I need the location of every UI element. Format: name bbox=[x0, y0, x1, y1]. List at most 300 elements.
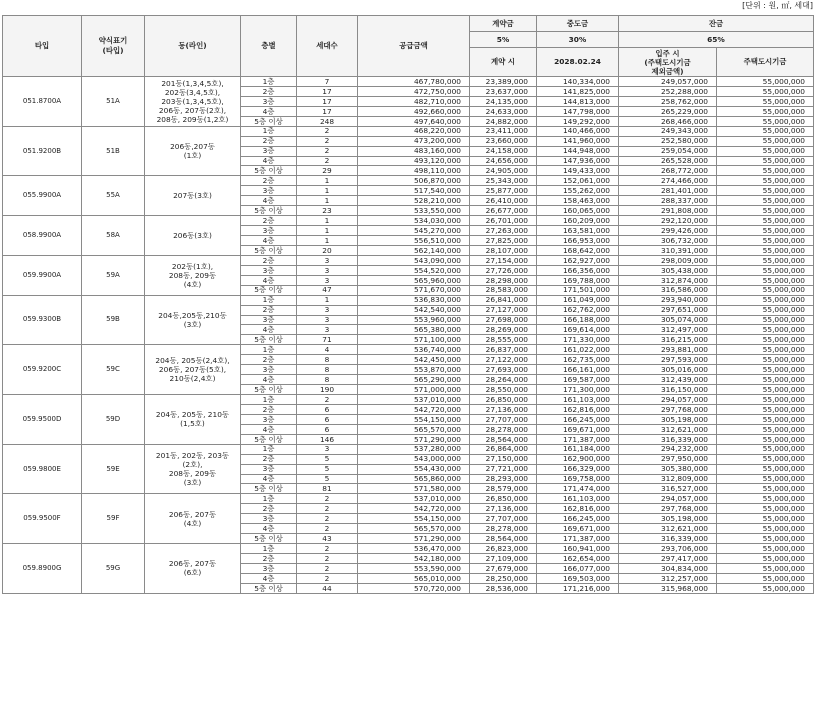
middle-cell: 171,330,000 bbox=[537, 335, 619, 345]
middle-cell: 162,900,000 bbox=[537, 454, 619, 464]
fund-cell: 55,000,000 bbox=[717, 514, 814, 524]
balance-cell: 268,466,000 bbox=[619, 116, 717, 126]
type-cell: 051.9200B bbox=[3, 126, 82, 176]
contract-cell: 27,136,000 bbox=[470, 504, 537, 514]
floor-cell: 4층 bbox=[241, 375, 297, 385]
contract-cell: 24,905,000 bbox=[470, 166, 537, 176]
fund-cell: 55,000,000 bbox=[717, 494, 814, 504]
floor-cell: 1층 bbox=[241, 395, 297, 405]
balance-cell: 316,339,000 bbox=[619, 434, 717, 444]
floor-cell: 4층 bbox=[241, 275, 297, 285]
fund-cell: 55,000,000 bbox=[717, 255, 814, 265]
supply-cell: 542,180,000 bbox=[358, 554, 470, 564]
contract-cell: 24,882,000 bbox=[470, 116, 537, 126]
dong-text: 206동, 207동 (6호) bbox=[168, 559, 217, 578]
contract-cell: 27,679,000 bbox=[470, 563, 537, 573]
fund-cell: 55,000,000 bbox=[717, 563, 814, 573]
middle-cell: 149,292,000 bbox=[537, 116, 619, 126]
middle-cell: 168,642,000 bbox=[537, 245, 619, 255]
header-supply: 공급금액 bbox=[358, 16, 470, 77]
balance-cell: 288,337,000 bbox=[619, 196, 717, 206]
floor-cell: 1층 bbox=[241, 77, 297, 87]
dong-text: 202동(1호), 208동, 209동 (4호) bbox=[168, 261, 217, 289]
middle-cell: 161,103,000 bbox=[537, 395, 619, 405]
balance-cell: 294,057,000 bbox=[619, 395, 717, 405]
households-cell: 2 bbox=[297, 544, 358, 554]
balance-cell: 312,621,000 bbox=[619, 524, 717, 534]
balance-cell: 249,343,000 bbox=[619, 126, 717, 136]
middle-cell: 169,587,000 bbox=[537, 375, 619, 385]
supply-cell: 556,510,000 bbox=[358, 236, 470, 246]
fund-cell: 55,000,000 bbox=[717, 464, 814, 474]
balance-cell: 316,215,000 bbox=[619, 335, 717, 345]
fund-cell: 55,000,000 bbox=[717, 414, 814, 424]
contract-cell: 27,707,000 bbox=[470, 414, 537, 424]
floor-cell: 2층 bbox=[241, 176, 297, 186]
fund-cell: 55,000,000 bbox=[717, 156, 814, 166]
contract-cell: 27,721,000 bbox=[470, 464, 537, 474]
balance-cell: 310,391,000 bbox=[619, 245, 717, 255]
balance-cell: 304,834,000 bbox=[619, 563, 717, 573]
balance-cell: 316,586,000 bbox=[619, 285, 717, 295]
middle-cell: 140,466,000 bbox=[537, 126, 619, 136]
floor-cell: 5층 이상 bbox=[241, 285, 297, 295]
contract-cell: 24,656,000 bbox=[470, 156, 537, 166]
balance-cell: 312,439,000 bbox=[619, 375, 717, 385]
type-cell: 059.9800E bbox=[3, 444, 82, 494]
fund-cell: 55,000,000 bbox=[717, 176, 814, 186]
supply-cell: 468,220,000 bbox=[358, 126, 470, 136]
supply-cell: 554,520,000 bbox=[358, 265, 470, 275]
contract-cell: 27,127,000 bbox=[470, 305, 537, 315]
floor-cell: 5층 이상 bbox=[241, 484, 297, 494]
type-cell: 058.9900A bbox=[3, 216, 82, 256]
fund-cell: 55,000,000 bbox=[717, 544, 814, 554]
households-cell: 1 bbox=[297, 176, 358, 186]
households-cell: 1 bbox=[297, 216, 358, 226]
header-households: 세대수 bbox=[297, 16, 358, 77]
balance-cell: 274,466,000 bbox=[619, 176, 717, 186]
floor-cell: 5층 이상 bbox=[241, 385, 297, 395]
balance-cell: 252,580,000 bbox=[619, 136, 717, 146]
contract-cell: 27,150,000 bbox=[470, 454, 537, 464]
contract-cell: 28,550,000 bbox=[470, 385, 537, 395]
supply-cell: 545,270,000 bbox=[358, 226, 470, 236]
header-contract-pct: 5% bbox=[470, 32, 537, 48]
dong-text: 204동,205동,210동 (3호) bbox=[158, 310, 227, 329]
contract-cell: 24,158,000 bbox=[470, 146, 537, 156]
table-row bbox=[3, 494, 814, 504]
contract-cell: 28,269,000 bbox=[470, 325, 537, 335]
dong-text: 206동,207동 (1호) bbox=[170, 142, 215, 161]
contract-cell: 26,850,000 bbox=[470, 494, 537, 504]
balance-cell: 293,706,000 bbox=[619, 544, 717, 554]
households-cell: 3 bbox=[297, 255, 358, 265]
table-row bbox=[3, 295, 814, 305]
supply-cell: 571,670,000 bbox=[358, 285, 470, 295]
households-cell: 44 bbox=[297, 583, 358, 593]
floor-cell: 4층 bbox=[241, 424, 297, 434]
type-cell: 059.9300B bbox=[3, 295, 82, 345]
balance-cell: 281,401,000 bbox=[619, 186, 717, 196]
middle-cell: 160,209,000 bbox=[537, 216, 619, 226]
fund-cell: 55,000,000 bbox=[717, 365, 814, 375]
contract-cell: 25,877,000 bbox=[470, 186, 537, 196]
middle-cell: 166,245,000 bbox=[537, 514, 619, 524]
households-cell: 2 bbox=[297, 573, 358, 583]
supply-cell: 542,720,000 bbox=[358, 404, 470, 414]
households-cell: 2 bbox=[297, 494, 358, 504]
households-cell: 1 bbox=[297, 196, 358, 206]
fund-cell: 55,000,000 bbox=[717, 275, 814, 285]
fund-cell: 55,000,000 bbox=[717, 305, 814, 315]
fund-cell: 55,000,000 bbox=[717, 444, 814, 454]
dong-cell bbox=[145, 345, 241, 395]
households-cell: 190 bbox=[297, 385, 358, 395]
fund-cell: 55,000,000 bbox=[717, 216, 814, 226]
supply-cell: 533,550,000 bbox=[358, 206, 470, 216]
middle-cell: 169,758,000 bbox=[537, 474, 619, 484]
floor-cell: 5층 이상 bbox=[241, 206, 297, 216]
households-cell: 1 bbox=[297, 186, 358, 196]
balance-cell: 306,732,000 bbox=[619, 236, 717, 246]
middle-cell: 141,825,000 bbox=[537, 86, 619, 96]
balance-cell: 316,150,000 bbox=[619, 385, 717, 395]
middle-cell: 162,816,000 bbox=[537, 504, 619, 514]
households-cell: 1 bbox=[297, 295, 358, 305]
type-cell: 059.9900A bbox=[3, 255, 82, 295]
dong-cell bbox=[145, 255, 241, 295]
contract-cell: 27,263,000 bbox=[470, 226, 537, 236]
supply-cell: 565,860,000 bbox=[358, 474, 470, 484]
supply-cell: 571,000,000 bbox=[358, 385, 470, 395]
fund-cell: 55,000,000 bbox=[717, 116, 814, 126]
middle-cell: 171,216,000 bbox=[537, 583, 619, 593]
floor-cell: 3층 bbox=[241, 146, 297, 156]
fund-cell: 55,000,000 bbox=[717, 345, 814, 355]
floor-cell: 2층 bbox=[241, 454, 297, 464]
supply-cell: 482,710,000 bbox=[358, 96, 470, 106]
households-cell: 17 bbox=[297, 96, 358, 106]
abbr-cell: 59B bbox=[82, 295, 145, 345]
header-contract: 계약금 bbox=[470, 16, 537, 32]
households-cell: 20 bbox=[297, 245, 358, 255]
fund-cell: 55,000,000 bbox=[717, 335, 814, 345]
fund-cell: 55,000,000 bbox=[717, 484, 814, 494]
floor-cell: 3층 bbox=[241, 514, 297, 524]
fund-cell: 55,000,000 bbox=[717, 573, 814, 583]
supply-cell: 565,380,000 bbox=[358, 325, 470, 335]
floor-cell: 3층 bbox=[241, 96, 297, 106]
fund-cell: 55,000,000 bbox=[717, 206, 814, 216]
floor-cell: 3층 bbox=[241, 414, 297, 424]
abbr-cell: 51B bbox=[82, 126, 145, 176]
supply-cell: 528,210,000 bbox=[358, 196, 470, 206]
contract-cell: 28,107,000 bbox=[470, 245, 537, 255]
table-header bbox=[3, 16, 814, 77]
contract-cell: 28,536,000 bbox=[470, 583, 537, 593]
middle-cell: 166,188,000 bbox=[537, 315, 619, 325]
contract-cell: 24,135,000 bbox=[470, 96, 537, 106]
table-row bbox=[3, 77, 814, 87]
floor-cell: 2층 bbox=[241, 504, 297, 514]
contract-cell: 26,677,000 bbox=[470, 206, 537, 216]
dong-text: 201동(1,3,4,5호), 202동(3,4,5호), 203동(1,3,4,5호), 206동, 207동(2호), 208동, 209동(1,2호) bbox=[156, 78, 229, 124]
households-cell: 8 bbox=[297, 365, 358, 375]
fund-cell: 55,000,000 bbox=[717, 226, 814, 236]
households-cell: 5 bbox=[297, 464, 358, 474]
supply-cell: 497,640,000 bbox=[358, 116, 470, 126]
supply-cell: 537,010,000 bbox=[358, 494, 470, 504]
floor-cell: 5층 이상 bbox=[241, 534, 297, 544]
fund-cell: 55,000,000 bbox=[717, 325, 814, 335]
contract-cell: 28,555,000 bbox=[470, 335, 537, 345]
dong-cell bbox=[145, 544, 241, 594]
floor-cell: 5층 이상 bbox=[241, 434, 297, 444]
balance-cell: 312,497,000 bbox=[619, 325, 717, 335]
table-row bbox=[3, 395, 814, 405]
dong-text: 204동, 205동, 210동 (1,5호) bbox=[155, 410, 230, 429]
dong-text: 206동(3호) bbox=[173, 231, 212, 240]
households-cell: 71 bbox=[297, 335, 358, 345]
contract-cell: 23,660,000 bbox=[470, 136, 537, 146]
floor-cell: 3층 bbox=[241, 563, 297, 573]
households-cell: 3 bbox=[297, 265, 358, 275]
floor-cell: 4층 bbox=[241, 106, 297, 116]
households-cell: 29 bbox=[297, 166, 358, 176]
type-cell: 059.9500F bbox=[3, 494, 82, 544]
dong-text: 201동, 202동, 203동 (2호), 208동, 209동 (3호) bbox=[155, 451, 230, 488]
supply-cell: 472,750,000 bbox=[358, 86, 470, 96]
middle-cell: 166,356,000 bbox=[537, 265, 619, 275]
middle-cell: 169,671,000 bbox=[537, 424, 619, 434]
households-cell: 248 bbox=[297, 116, 358, 126]
dong-cell bbox=[145, 494, 241, 544]
contract-cell: 27,154,000 bbox=[470, 255, 537, 265]
supply-cell: 553,960,000 bbox=[358, 315, 470, 325]
supply-cell: 571,580,000 bbox=[358, 484, 470, 494]
fund-cell: 55,000,000 bbox=[717, 106, 814, 116]
contract-cell: 27,122,000 bbox=[470, 355, 537, 365]
fund-cell: 55,000,000 bbox=[717, 534, 814, 544]
supply-cell: 571,290,000 bbox=[358, 434, 470, 444]
balance-cell: 316,527,000 bbox=[619, 484, 717, 494]
dong-cell bbox=[145, 216, 241, 256]
households-cell: 2 bbox=[297, 563, 358, 573]
households-cell: 17 bbox=[297, 106, 358, 116]
fund-cell: 55,000,000 bbox=[717, 474, 814, 484]
fund-cell: 55,000,000 bbox=[717, 77, 814, 87]
balance-cell: 252,288,000 bbox=[619, 86, 717, 96]
header-middle: 중도금 bbox=[537, 16, 619, 32]
fund-cell: 55,000,000 bbox=[717, 166, 814, 176]
balance-cell: 294,057,000 bbox=[619, 494, 717, 504]
middle-cell: 171,501,000 bbox=[537, 285, 619, 295]
contract-cell: 26,823,000 bbox=[470, 544, 537, 554]
middle-cell: 140,334,000 bbox=[537, 77, 619, 87]
middle-cell: 166,329,000 bbox=[537, 464, 619, 474]
middle-cell: 166,953,000 bbox=[537, 236, 619, 246]
table-row bbox=[3, 255, 814, 265]
contract-cell: 26,841,000 bbox=[470, 295, 537, 305]
floor-cell: 2층 bbox=[241, 355, 297, 365]
households-cell: 2 bbox=[297, 395, 358, 405]
contract-cell: 27,693,000 bbox=[470, 365, 537, 375]
households-cell: 3 bbox=[297, 444, 358, 454]
balance-cell: 305,380,000 bbox=[619, 464, 717, 474]
type-cell: 059.8900G bbox=[3, 544, 82, 594]
fund-cell: 55,000,000 bbox=[717, 186, 814, 196]
balance-cell: 297,768,000 bbox=[619, 404, 717, 414]
balance-cell: 292,120,000 bbox=[619, 216, 717, 226]
contract-cell: 26,410,000 bbox=[470, 196, 537, 206]
header-floor: 층별 bbox=[241, 16, 297, 77]
households-cell: 3 bbox=[297, 315, 358, 325]
contract-cell: 28,579,000 bbox=[470, 484, 537, 494]
floor-cell: 2층 bbox=[241, 86, 297, 96]
supply-cell: 565,960,000 bbox=[358, 275, 470, 285]
supply-cell: 543,090,000 bbox=[358, 255, 470, 265]
middle-cell: 166,245,000 bbox=[537, 414, 619, 424]
middle-cell: 166,077,000 bbox=[537, 563, 619, 573]
supply-cell: 565,570,000 bbox=[358, 424, 470, 434]
middle-cell: 161,184,000 bbox=[537, 444, 619, 454]
supply-cell: 562,140,000 bbox=[358, 245, 470, 255]
households-cell: 6 bbox=[297, 424, 358, 434]
households-cell: 2 bbox=[297, 524, 358, 534]
floor-cell: 5층 이상 bbox=[241, 116, 297, 126]
floor-cell: 1층 bbox=[241, 444, 297, 454]
floor-cell: 4층 bbox=[241, 474, 297, 484]
middle-cell: 163,581,000 bbox=[537, 226, 619, 236]
middle-cell: 162,654,000 bbox=[537, 554, 619, 564]
dong-text: 206동, 207동 (4호) bbox=[168, 509, 217, 528]
fund-cell: 55,000,000 bbox=[717, 196, 814, 206]
supply-cell: 492,660,000 bbox=[358, 106, 470, 116]
contract-cell: 23,411,000 bbox=[470, 126, 537, 136]
households-cell: 3 bbox=[297, 275, 358, 285]
floor-cell: 1층 bbox=[241, 345, 297, 355]
balance-cell: 305,198,000 bbox=[619, 514, 717, 524]
floor-cell: 3층 bbox=[241, 365, 297, 375]
households-cell: 2 bbox=[297, 514, 358, 524]
balance-cell: 315,968,000 bbox=[619, 583, 717, 593]
fund-cell: 55,000,000 bbox=[717, 385, 814, 395]
fund-cell: 55,000,000 bbox=[717, 86, 814, 96]
fund-cell: 55,000,000 bbox=[717, 454, 814, 464]
type-cell: 051.8700A bbox=[3, 77, 82, 127]
abbr-cell: 59D bbox=[82, 395, 145, 445]
balance-cell: 265,229,000 bbox=[619, 106, 717, 116]
supply-cell: 542,450,000 bbox=[358, 355, 470, 365]
fund-cell: 55,000,000 bbox=[717, 404, 814, 414]
floor-cell: 1층 bbox=[241, 126, 297, 136]
households-cell: 5 bbox=[297, 474, 358, 484]
balance-cell: 297,651,000 bbox=[619, 305, 717, 315]
balance-cell: 312,874,000 bbox=[619, 275, 717, 285]
supply-cell: 467,780,000 bbox=[358, 77, 470, 87]
header-contract-when: 계약 시 bbox=[470, 48, 537, 77]
households-cell: 8 bbox=[297, 355, 358, 365]
table-row bbox=[3, 345, 814, 355]
households-cell: 23 bbox=[297, 206, 358, 216]
households-cell: 43 bbox=[297, 534, 358, 544]
households-cell: 2 bbox=[297, 136, 358, 146]
balance-cell: 297,950,000 bbox=[619, 454, 717, 464]
dong-cell bbox=[145, 176, 241, 216]
middle-cell: 144,948,000 bbox=[537, 146, 619, 156]
balance-cell: 312,621,000 bbox=[619, 424, 717, 434]
middle-cell: 161,022,000 bbox=[537, 345, 619, 355]
middle-cell: 171,300,000 bbox=[537, 385, 619, 395]
balance-cell: 293,940,000 bbox=[619, 295, 717, 305]
households-cell: 6 bbox=[297, 414, 358, 424]
fund-cell: 55,000,000 bbox=[717, 524, 814, 534]
households-cell: 2 bbox=[297, 146, 358, 156]
middle-cell: 152,061,000 bbox=[537, 176, 619, 186]
balance-cell: 268,772,000 bbox=[619, 166, 717, 176]
floor-cell: 5층 이상 bbox=[241, 583, 297, 593]
balance-cell: 312,257,000 bbox=[619, 573, 717, 583]
supply-cell: 537,280,000 bbox=[358, 444, 470, 454]
table-row bbox=[3, 216, 814, 226]
balance-cell: 294,232,000 bbox=[619, 444, 717, 454]
fund-cell: 55,000,000 bbox=[717, 265, 814, 275]
supply-cell: 493,120,000 bbox=[358, 156, 470, 166]
table-row bbox=[3, 444, 814, 454]
households-cell: 3 bbox=[297, 305, 358, 315]
floor-cell: 3층 bbox=[241, 265, 297, 275]
supply-cell: 571,290,000 bbox=[358, 534, 470, 544]
table-row bbox=[3, 176, 814, 186]
middle-cell: 144,813,000 bbox=[537, 96, 619, 106]
middle-cell: 149,433,000 bbox=[537, 166, 619, 176]
floor-cell: 4층 bbox=[241, 573, 297, 583]
header-balance-when-text: 입주 시 (주택도시기금 제외금액) bbox=[644, 48, 691, 76]
households-cell: 47 bbox=[297, 285, 358, 295]
balance-cell: 258,762,000 bbox=[619, 96, 717, 106]
floor-cell: 4층 bbox=[241, 325, 297, 335]
fund-cell: 55,000,000 bbox=[717, 136, 814, 146]
contract-cell: 28,278,000 bbox=[470, 424, 537, 434]
middle-cell: 160,065,000 bbox=[537, 206, 619, 216]
balance-cell: 249,057,000 bbox=[619, 77, 717, 87]
balance-cell: 305,016,000 bbox=[619, 365, 717, 375]
header-balance: 잔금 bbox=[619, 16, 814, 32]
supply-cell: 553,590,000 bbox=[358, 563, 470, 573]
header-dong: 동(라인) bbox=[145, 16, 241, 77]
floor-cell: 2층 bbox=[241, 255, 297, 265]
supply-cell: 498,110,000 bbox=[358, 166, 470, 176]
households-cell: 146 bbox=[297, 434, 358, 444]
unit-note: [단위 : 원, ㎡, 세대] bbox=[742, 1, 813, 10]
households-cell: 81 bbox=[297, 484, 358, 494]
supply-cell: 554,430,000 bbox=[358, 464, 470, 474]
floor-cell: 1층 bbox=[241, 295, 297, 305]
households-cell: 1 bbox=[297, 236, 358, 246]
abbr-cell: 59C bbox=[82, 345, 145, 395]
header-fund: 주택도시기금 bbox=[717, 48, 814, 77]
fund-cell: 55,000,000 bbox=[717, 245, 814, 255]
fund-cell: 55,000,000 bbox=[717, 355, 814, 365]
balance-cell: 312,809,000 bbox=[619, 474, 717, 484]
floor-cell: 4층 bbox=[241, 524, 297, 534]
fund-cell: 55,000,000 bbox=[717, 375, 814, 385]
abbr-cell: 59A bbox=[82, 255, 145, 295]
dong-cell bbox=[145, 126, 241, 176]
floor-cell: 3층 bbox=[241, 315, 297, 325]
households-cell: 8 bbox=[297, 375, 358, 385]
